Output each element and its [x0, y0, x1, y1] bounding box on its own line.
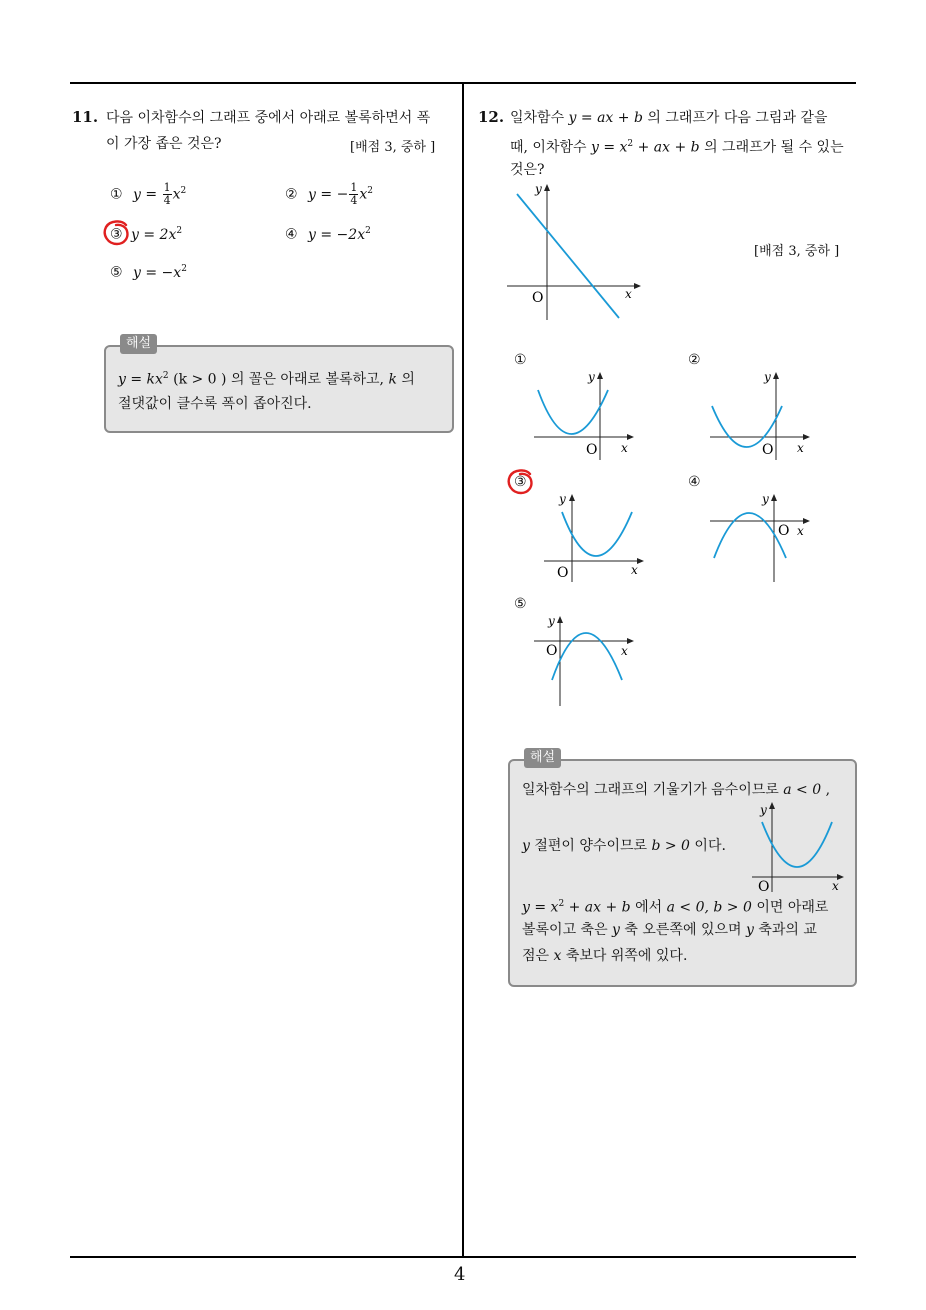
- y-axis-label: y: [535, 182, 542, 196]
- svg-text:x: x: [621, 441, 628, 455]
- option-number: ③: [110, 226, 123, 243]
- svg-text:y: y: [760, 803, 767, 817]
- svg-text:O: O: [762, 442, 774, 458]
- answer-mark-q11: [102, 219, 132, 247]
- q11-option-2[interactable]: ② y = − $\frac{1}{4}$ $x^2$: [285, 181, 373, 207]
- q11-option-4[interactable]: ④ $y = -2x^2$: [285, 226, 371, 243]
- svg-text:y: y: [559, 492, 566, 506]
- q12-text-line3: 것은?: [510, 162, 545, 178]
- svg-text:O: O: [546, 643, 558, 659]
- q12-option-3-label[interactable]: ③: [514, 474, 527, 490]
- origin-label: O: [532, 290, 544, 306]
- svg-text:x: x: [621, 644, 628, 658]
- x-axis-label: x: [625, 287, 632, 301]
- option-number: ④: [285, 226, 298, 243]
- q11-text-line1: 다음 이차함수의 그래프 중에서 아래로 볼록하면서 폭: [106, 110, 431, 126]
- q12-option-4-graph[interactable]: [706, 490, 816, 584]
- svg-text:x: x: [631, 563, 638, 577]
- q12-text-line1: 일차함수 y = ax + b 의 그래프가 다음 그림과 같을: [510, 110, 828, 126]
- q12-solution-line3: $y = x^2$ + ax + b 에서 a < 0, b > 0 이면 아래로: [522, 899, 829, 916]
- q12-solution-line2: y 절편이 양수이므로 b > 0 이다.: [522, 838, 726, 854]
- answer-mark-q12: [506, 468, 536, 496]
- q11-solution-line2: 절댓값이 클수록 폭이 좁아진다.: [118, 396, 312, 412]
- q12-solution-graph[interactable]: [748, 800, 848, 894]
- option-number: ①: [110, 186, 123, 203]
- svg-text:O: O: [758, 879, 770, 894]
- q12-option-5-graph[interactable]: [530, 612, 640, 708]
- fraction: $\frac{1}{4}$: [163, 181, 171, 207]
- svg-text:y: y: [762, 492, 769, 506]
- svg-text:x: x: [797, 524, 804, 538]
- q11-option-5[interactable]: ⑤ $y = -x^2$: [110, 264, 187, 281]
- svg-text:O: O: [778, 523, 790, 539]
- svg-text:x: x: [797, 441, 804, 455]
- q11-number: 11.: [72, 108, 99, 126]
- q12-option-4-label[interactable]: ④: [688, 474, 701, 490]
- q12-number: 12.: [478, 108, 505, 126]
- q12-option-2-graph[interactable]: [706, 368, 816, 462]
- q12-solution-line4: 볼록이고 축은 y 축 오른쪽에 있으며 y 축과의 교: [522, 922, 817, 938]
- svg-text:x: x: [832, 879, 839, 893]
- q12-option-5-label[interactable]: ⑤: [514, 596, 527, 612]
- q12-solution-tag: 해설: [524, 748, 561, 768]
- q12-option-1-graph[interactable]: [530, 368, 640, 462]
- q12-solution-line1: 일차함수의 그래프의 기울기가 음수이므로 a < 0 ,: [522, 782, 831, 798]
- q11-text-line2: 이 가장 좁은 것은?: [106, 136, 222, 152]
- q11-solution-line1: $y = kx^2$ (k > 0 ) 의 꼴은 아래로 볼록하고, k 의: [118, 371, 415, 388]
- svg-text:y: y: [588, 370, 595, 384]
- q12-text-line2: 때, 이차함수 $y = x^2$ + ax + b 의 그래프가 될 수 있는: [510, 139, 844, 156]
- q11-score: [배점 3, 중하 ]: [350, 140, 436, 155]
- q11-option-1[interactable]: ① y = $\frac{1}{4}$ $x^2$: [110, 181, 187, 207]
- svg-text:y: y: [548, 614, 555, 628]
- q12-option-1-label[interactable]: ①: [514, 352, 527, 368]
- option-number: ②: [285, 186, 298, 203]
- bottom-rule: [70, 1256, 856, 1258]
- svg-text:y: y: [764, 370, 771, 384]
- page-number: 4: [454, 1264, 466, 1285]
- q12-score: [배점 3, 중하 ]: [754, 244, 840, 259]
- q12-option-3-graph[interactable]: [540, 490, 650, 584]
- svg-text:O: O: [557, 565, 569, 581]
- svg-text:O: O: [586, 442, 598, 458]
- q11-solution-tag: 해설: [120, 334, 157, 354]
- q11-option-3[interactable]: ③ $y = 2x^2$: [110, 226, 183, 243]
- center-divider: [462, 82, 464, 1258]
- q12-solution-line5: 점은 x 축보다 위쪽에 있다.: [522, 948, 688, 964]
- option-number: ⑤: [110, 264, 123, 281]
- q12-option-2-label[interactable]: ②: [688, 352, 701, 368]
- q12-linear-graph: [505, 180, 645, 322]
- fraction: $\frac{1}{4}$: [350, 181, 358, 207]
